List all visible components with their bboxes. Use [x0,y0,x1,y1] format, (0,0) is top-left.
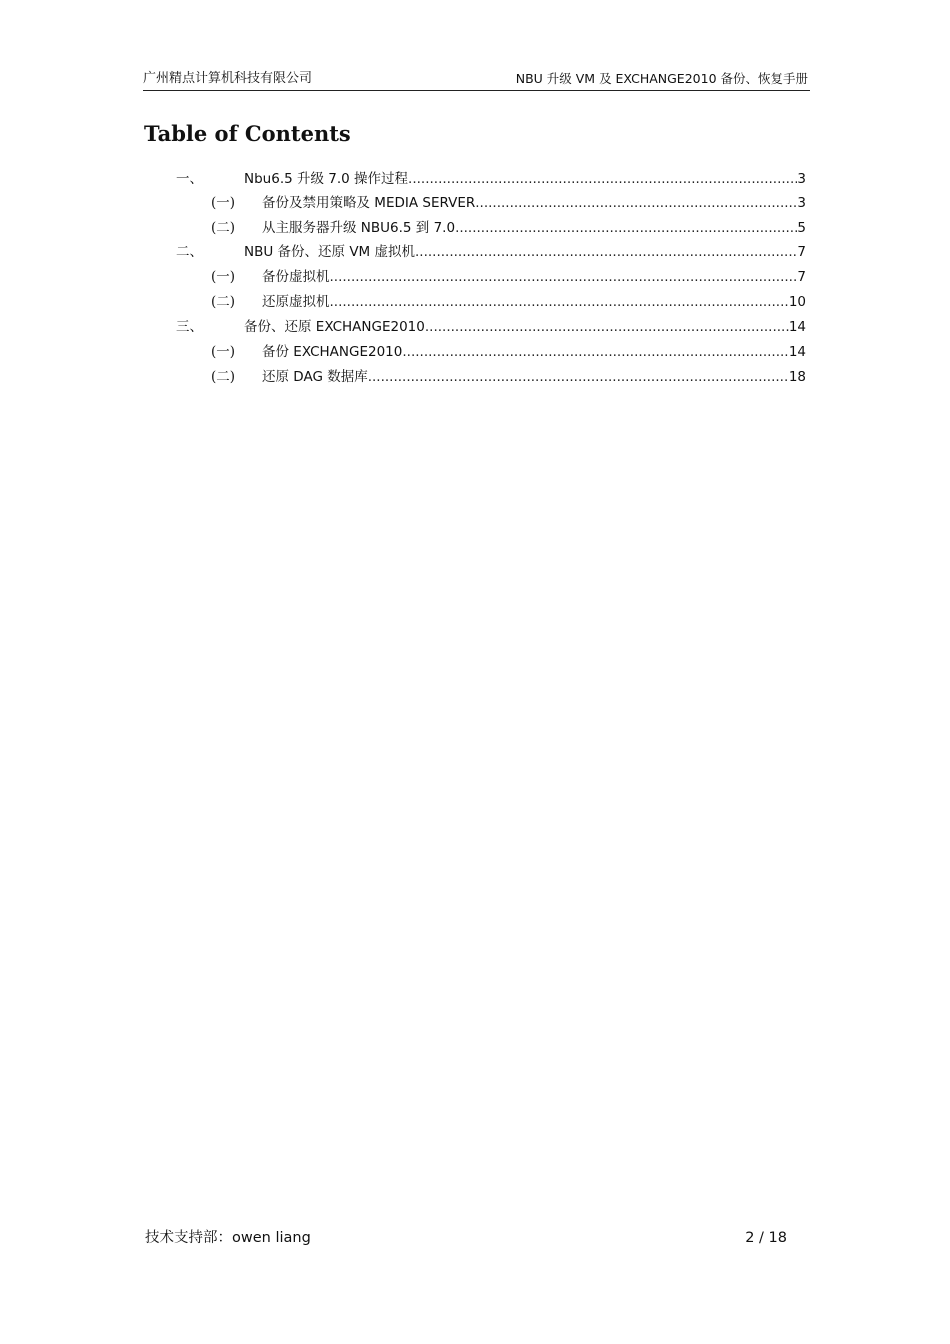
page-footer [145,1227,787,1249]
toc-entry-text: 备份 EXCHANGE2010 [262,344,403,360]
toc-entry-page: 7 [797,244,806,260]
toc-entry-page: 10 [788,294,806,310]
toc-entry-page: 7 [797,269,806,285]
toc-entry-page: 14 [788,319,806,335]
toc-entry[interactable] [176,168,806,190]
footer-department: 技术支持部：owen liang [145,1230,311,1246]
header-company-name: 广州精点计算机科技有限公司 [143,71,313,86]
toc-title: Table of Contents [144,121,351,146]
toc-dot-leader [425,316,789,338]
toc-entry-number: 三、 [176,319,203,335]
page-header [143,68,810,91]
toc-entry[interactable] [176,241,806,263]
toc-entry-text: 备份虚拟机 [262,269,330,285]
toc-dot-leader [455,217,797,239]
toc-entry[interactable] [211,341,806,363]
toc-entry-page: 18 [788,369,806,385]
toc-dot-leader [368,366,789,388]
toc-entry-number: (一) [211,195,236,211]
toc-entry-text: 备份及禁用策略及 MEDIA SERVER [262,195,476,211]
toc-entry-page: 3 [797,171,806,187]
toc-entry-number: (二) [211,294,236,310]
toc-entry[interactable] [211,291,806,313]
toc-entry[interactable] [211,366,806,388]
toc-entry-text: 备份、还原 EXCHANGE2010 [244,319,425,335]
toc-entry[interactable] [176,316,806,338]
toc-entry-text: 从主服务器升级 NBU6.5 到 7.0 [262,220,456,236]
toc-entry[interactable] [211,217,806,239]
header-document-title: NBU 升级 VM 及 EXCHANGE2010 备份、恢复手册 [515,71,808,86]
toc-entry-number: (一) [211,344,236,360]
toc-dot-leader [415,241,797,263]
toc-entry-page: 14 [788,344,806,360]
toc-entry-text: NBU 备份、还原 VM 虚拟机 [244,244,415,260]
toc-dot-leader [408,168,797,190]
toc-entry[interactable] [211,266,806,288]
toc-entry[interactable] [211,192,806,214]
toc-entry-number: 二、 [176,244,203,260]
toc-entry-number: (一) [211,269,236,285]
toc-entry-number: 一、 [176,171,203,187]
toc-dot-leader [475,192,797,214]
footer-page-number: 2 / 18 [745,1230,787,1246]
toc-entry-text: Nbu6.5 升级 7.0 操作过程 [244,171,409,187]
toc-entry-text: 还原 DAG 数据库 [262,369,368,385]
toc-entry-page: 3 [797,195,806,211]
toc-dot-leader [330,266,798,288]
toc-entry-number: (二) [211,369,236,385]
toc-entry-number: (二) [211,220,236,236]
toc-dot-leader [402,341,788,363]
toc-entry-text: 还原虚拟机 [262,294,330,310]
toc-entry-page: 5 [797,220,806,236]
toc-dot-leader [330,291,789,313]
